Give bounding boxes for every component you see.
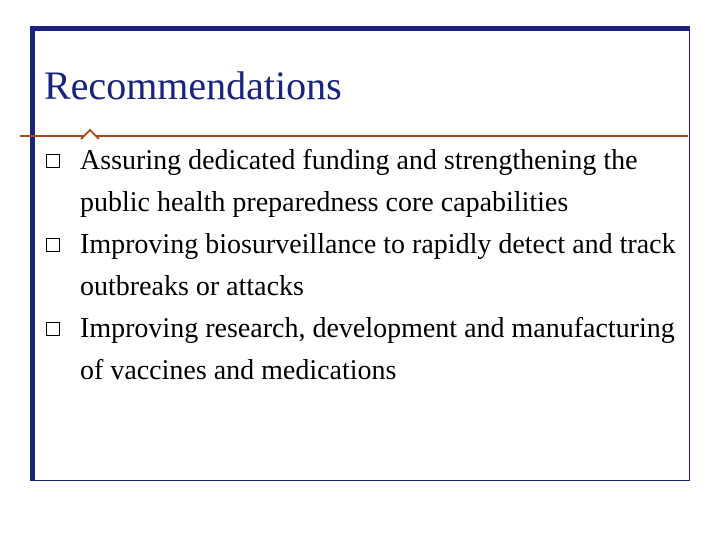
hollow-square-bullet-icon xyxy=(46,154,60,168)
caret-icon xyxy=(80,128,100,140)
bullet-text: Improving biosurveillance to rapidly detect and track outbreaks or attacks xyxy=(80,229,676,302)
bullet-text: Assuring dedicated funding and strengthening the public health preparedness core capabilities xyxy=(80,145,638,218)
bullet-text: Improving research, development and manufacturing of vaccines and medications xyxy=(80,313,675,386)
bullet-item xyxy=(46,308,676,392)
hollow-square-bullet-icon xyxy=(46,322,60,336)
bullet-list xyxy=(46,140,676,392)
bullet-item xyxy=(46,224,676,308)
title-divider xyxy=(20,135,688,137)
hollow-square-bullet-icon xyxy=(46,238,60,252)
bullet-item xyxy=(46,140,676,224)
slide-title: Recommendations xyxy=(44,63,342,108)
